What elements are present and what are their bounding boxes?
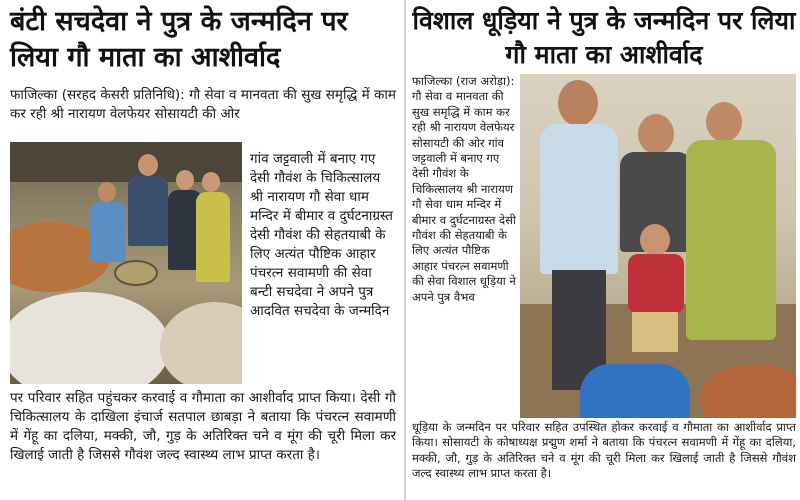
- child-shirt: [628, 254, 684, 314]
- cow-shape: [10, 292, 170, 384]
- person-head: [98, 182, 116, 202]
- right-headline: विशाल धूड़िया ने पुत्र के जन्मदिन पर लिया गौ माता का आशीर्वाद: [412, 6, 796, 69]
- person-body: [90, 202, 126, 262]
- left-photo-family-feeding-cows: [10, 142, 242, 384]
- right-bottom-paragraph: धूड़िया के जन्मदिन पर परिवार सहित उपस्थित होकर करवाई व गौमाता का आशीर्वाद प्राप्त किया। सोसायटी के कोषाध्यक्ष प्रद्मुण शर्मा ने बताया कि पंचरत्न सवामणी में गेंहू का दलिया, मक्की, जौ, गुड़ के अतिरिक्त चने व मूंग की चूरी मिला कर खिलाई जाती है जिससे गौवंश जल्द स्वास्थ्य लाभ प्राप्त करता है।: [412, 420, 796, 481]
- left-bottom-paragraph: पर परिवार सहित पहुंचकर करवाई व गौमाता का आशीर्वाद प्राप्त किया। देसी गौ चिकित्सालय के दाखिला इंचार्ज सतपाल छाबड़ा ने बताया कि पंचरत्न सवामणी में गेंहू का दलिया, मक्की, जौ, गुड़ के अतिरिक्त चने व मूंग की चूरी मिला कर खिलाई जाती है जिससे गौवंश जल्द स्वास्थ्य लाभ प्राप्त करता है।: [10, 390, 396, 463]
- person-head: [638, 114, 674, 154]
- person-body: [196, 192, 230, 282]
- left-side-column: गांव जट्टवाली में बनाए गए देसी गौवंश के चिकित्सालय श्री नारायण गौ सेवा धाम मन्दिर में बीमार व दुर्घटनाग्रस्त देसी गौवंश की सेहतयाबी के लिए अत्यंत पौष्टिक आहार पंचरत्न सवामणी की सेवा बन्टी सचदेवा ने अपने पुत्र आदवित सचदेवा के जन्मदिन: [250, 151, 393, 319]
- blue-basin: [580, 364, 690, 418]
- person-head: [176, 170, 194, 190]
- left-headline: बंटी सचदेवा ने पुत्र के जन्मदिन पर लिया गौ माता का आशीर्वाद: [10, 6, 348, 73]
- right-side-column: फाजिल्का (राज अरोड़ा): गौ सेवा व मानवता की सुख समृद्धि में काम कर रही श्री नारायण वेलफेयर सोसायटी की ओर गांव जट्टवाली में बनाए गए देसी गौवंश के चिकित्सालय श्री नारायण गौ सेवा धाम मन्दिर में बीमार व दुर्घटनाग्रस्त देसी गौवंश की सेहतयाबी के लिए अत्यंत पौष्टिक आहार पंचरत्न सवामणी की सेवा विशाल धूड़िया ने अपने पुत्र वैभव: [412, 74, 516, 304]
- left-lead-paragraph: फाजिल्का (सरहद केसरी प्रतिनिधि): गौ सेवा व मानवता की सुख समृद्धि में काम कर रही श्री नारायण वेलफेयर सोसायटी की ओर: [10, 87, 396, 122]
- cow-shape: [160, 302, 242, 384]
- person-shirt: [540, 124, 618, 274]
- person-dress: [686, 140, 776, 340]
- feed-bowl: [114, 260, 158, 286]
- person-body: [128, 176, 168, 246]
- right-photo-family-portrait: [520, 74, 796, 418]
- person-head: [640, 224, 670, 256]
- person-head: [706, 102, 742, 142]
- column-divider: [404, 0, 406, 500]
- person-head: [138, 154, 158, 176]
- person-head: [202, 172, 220, 192]
- child-shorts: [632, 312, 678, 352]
- person-head: [558, 80, 598, 126]
